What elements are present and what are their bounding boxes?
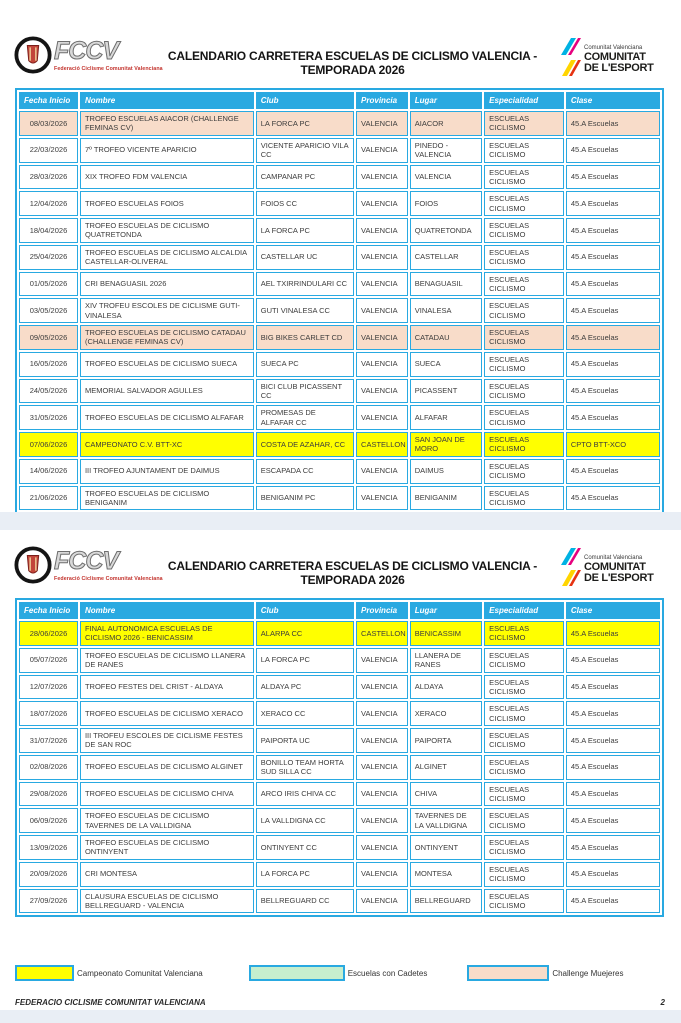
col-header-nombre: Nombre: [80, 92, 254, 109]
cell-especialidad: ESCUELAS CICLISMO: [484, 835, 564, 860]
cell-especialidad: ESCUELAS CICLISMO: [484, 325, 564, 350]
cell-especialidad: ESCUELAS CICLISMO: [484, 191, 564, 216]
table-row: [19, 486, 660, 511]
cell-club: LA FORCA PC: [256, 648, 354, 673]
cell-fecha-inicio: 05/07/2026: [19, 648, 78, 673]
page-number: 2: [660, 998, 665, 1008]
cell-clase: 45.A Escuelas: [566, 298, 660, 323]
cell-club: BIG BIKES CARLET CD: [256, 325, 354, 350]
cell-fecha-inicio: 27/09/2026: [19, 889, 78, 914]
legend-swatch-cadetes: [249, 965, 345, 981]
fccv-subtitle: Federació Ciclisme Comunitat Valenciana: [54, 575, 163, 582]
cell-fecha-inicio: 16/05/2026: [19, 352, 78, 377]
col-header-club: Club: [256, 92, 354, 109]
cell-provincia: VALENCIA: [356, 835, 408, 860]
legend-label-cadetes: Escuelas con Cadetes: [347, 968, 428, 978]
cell-nombre: TROFEO ESCUELAS DE CICLISMO BENIGANIM: [80, 486, 254, 511]
cell-nombre: TROFEO ESCUELAS DE CICLISMO ALGINET: [80, 755, 254, 780]
cell-especialidad: ESCUELAS CICLISMO: [484, 782, 564, 807]
cell-clase: 45.A Escuelas: [566, 889, 660, 914]
table-row: [19, 298, 660, 323]
cell-club: BICI CLUB PICASSENT CC: [256, 379, 354, 404]
cve-region-label: Comunitat Valenciana: [584, 554, 643, 561]
table-row: [19, 218, 660, 243]
cell-lugar: PAIPORTA: [410, 728, 482, 753]
cell-clase: 45.A Escuelas: [566, 165, 660, 190]
cell-fecha-inicio: 31/07/2026: [19, 728, 78, 753]
cell-fecha-inicio: 28/03/2026: [19, 165, 78, 190]
cell-especialidad: ESCUELAS CICLISMO: [484, 701, 564, 726]
col-header-provincia: Provincia: [356, 92, 408, 109]
cell-provincia: VALENCIA: [356, 648, 408, 673]
table-row: [19, 835, 660, 860]
cell-clase: 45.A Escuelas: [566, 191, 660, 216]
comunitat-esport-logo: [559, 38, 671, 80]
cell-clase: 45.A Escuelas: [566, 405, 660, 430]
cell-provincia: VALENCIA: [356, 486, 408, 511]
cell-fecha-inicio: 08/03/2026: [19, 111, 78, 136]
cell-fecha-inicio: 31/05/2026: [19, 405, 78, 430]
table-row: [19, 272, 660, 297]
cell-lugar: CHIVA: [410, 782, 482, 807]
cve-region-label: Comunitat Valenciana: [584, 44, 643, 51]
cell-fecha-inicio: 06/09/2026: [19, 808, 78, 833]
cell-provincia: VALENCIA: [356, 675, 408, 700]
cell-especialidad: ESCUELAS CICLISMO: [484, 621, 564, 646]
cell-lugar: VINALESA: [410, 298, 482, 323]
cell-nombre: TROFEO ESCUELAS DE CICLISMO ALCALDIA CASTELLAR-OLIVERAL: [80, 245, 254, 270]
cell-clase: 45.A Escuelas: [566, 459, 660, 484]
cell-lugar: SUECA: [410, 352, 482, 377]
cell-club: ARCO IRIS CHIVA CC: [256, 782, 354, 807]
table-row: [19, 432, 660, 457]
cell-fecha-inicio: 18/04/2026: [19, 218, 78, 243]
col-header-clase: Clase: [566, 602, 660, 619]
cell-especialidad: ESCUELAS CICLISMO: [484, 432, 564, 457]
cell-nombre: TROFEO ESCUELAS DE CICLISMO TAVERNES DE LA VALLDIGNA: [80, 808, 254, 833]
cell-lugar: TAVERNES DE LA VALLDIGNA: [410, 808, 482, 833]
cell-lugar: ONTINYENT: [410, 835, 482, 860]
table-row: [19, 808, 660, 833]
cell-especialidad: ESCUELAS CICLISMO: [484, 138, 564, 163]
cell-especialidad: ESCUELAS CICLISMO: [484, 675, 564, 700]
cell-clase: 45.A Escuelas: [566, 138, 660, 163]
page-header: [0, 530, 681, 590]
cell-nombre: TROFEO FESTES DEL CRIST - ALDAYA: [80, 675, 254, 700]
legend-label-challenge: Challenge Muejeres: [552, 968, 624, 978]
cell-lugar: PINEDO - VALENCIA: [410, 138, 482, 163]
page-header: [0, 0, 681, 80]
cell-provincia: CASTELLON: [356, 432, 408, 457]
cell-provincia: VALENCIA: [356, 459, 408, 484]
cell-nombre: TROFEO ESCUELAS DE CICLISMO ONTINYENT: [80, 835, 254, 860]
cell-provincia: VALENCIA: [356, 191, 408, 216]
cell-provincia: VALENCIA: [356, 701, 408, 726]
cell-especialidad: ESCUELAS CICLISMO: [484, 379, 564, 404]
table-row: [19, 138, 660, 163]
table-row: [19, 352, 660, 377]
footer-text: FEDERACIO CICLISME COMUNITAT VALENCIANA: [15, 998, 206, 1008]
cell-lugar: BENICASSIM: [410, 621, 482, 646]
cell-lugar: LLANERA DE RANES: [410, 648, 482, 673]
calendar-table-page-1: [15, 88, 664, 512]
cell-club: BONILLO TEAM HORTA SUD SILLA CC: [256, 755, 354, 780]
fccv-logo: [14, 36, 163, 74]
cell-provincia: VALENCIA: [356, 782, 408, 807]
col-header-fecha-inicio: Fecha Inicio: [19, 602, 78, 619]
table-row: [19, 165, 660, 190]
table-row: [19, 889, 660, 914]
cell-lugar: PICASSENT: [410, 379, 482, 404]
table-header-row: [19, 602, 660, 619]
cell-fecha-inicio: 02/08/2026: [19, 755, 78, 780]
cell-club: PAIPORTA UC: [256, 728, 354, 753]
table-row: [19, 459, 660, 484]
cell-clase: 45.A Escuelas: [566, 728, 660, 753]
legend-swatch-challenge: [467, 965, 549, 981]
fccv-emblem-icon: [14, 546, 52, 584]
cell-lugar: AIACOR: [410, 111, 482, 136]
cell-nombre: XIX TROFEO FDM VALENCIA: [80, 165, 254, 190]
cell-fecha-inicio: 21/06/2026: [19, 486, 78, 511]
cell-club: AEL TXIRRINDULARI CC: [256, 272, 354, 297]
cell-nombre: CRI BENAGUASIL 2026: [80, 272, 254, 297]
cell-especialidad: ESCUELAS CICLISMO: [484, 755, 564, 780]
cell-lugar: ALFAFAR: [410, 405, 482, 430]
cve-name-line2: DE L'ESPORT: [584, 61, 654, 74]
cell-fecha-inicio: 20/09/2026: [19, 862, 78, 887]
cell-nombre: CRI MONTESA: [80, 862, 254, 887]
table-row: [19, 648, 660, 673]
cell-fecha-inicio: 25/04/2026: [19, 245, 78, 270]
cell-provincia: VALENCIA: [356, 862, 408, 887]
cell-especialidad: ESCUELAS CICLISMO: [484, 272, 564, 297]
cell-lugar: QUATRETONDA: [410, 218, 482, 243]
cell-provincia: VALENCIA: [356, 245, 408, 270]
cell-provincia: VALENCIA: [356, 218, 408, 243]
cell-provincia: VALENCIA: [356, 405, 408, 430]
cell-lugar: BENAGUASIL: [410, 272, 482, 297]
cell-club: SUECA PC: [256, 352, 354, 377]
cell-clase: 45.A Escuelas: [566, 379, 660, 404]
cell-fecha-inicio: 07/06/2026: [19, 432, 78, 457]
cell-lugar: SAN JOAN DE MORO: [410, 432, 482, 457]
cell-clase: 45.A Escuelas: [566, 245, 660, 270]
cell-nombre: CAMPEONATO C.V. BTT-XC: [80, 432, 254, 457]
cell-lugar: BENIGANIM: [410, 486, 482, 511]
table-row: [19, 728, 660, 753]
cell-club: ONTINYENT CC: [256, 835, 354, 860]
col-header-clase: Clase: [566, 92, 660, 109]
calendar-table-page-2: [15, 598, 664, 917]
cell-provincia: VALENCIA: [356, 808, 408, 833]
cell-club: PROMESAS DE ALFAFAR CC: [256, 405, 354, 430]
col-header-lugar: Lugar: [410, 92, 482, 109]
fccv-text: [54, 36, 163, 72]
cell-nombre: III TROFEO AJUNTAMENT DE DAIMUS: [80, 459, 254, 484]
cell-fecha-inicio: 12/04/2026: [19, 191, 78, 216]
cell-especialidad: ESCUELAS CICLISMO: [484, 218, 564, 243]
cell-clase: 45.A Escuelas: [566, 755, 660, 780]
cell-provincia: VALENCIA: [356, 352, 408, 377]
cell-lugar: ALDAYA: [410, 675, 482, 700]
cell-especialidad: ESCUELAS CICLISMO: [484, 405, 564, 430]
cell-clase: 45.A Escuelas: [566, 325, 660, 350]
col-header-nombre: Nombre: [80, 602, 254, 619]
table-row: [19, 191, 660, 216]
cell-club: VICENTE APARICIO VILA CC: [256, 138, 354, 163]
cell-nombre: TROFEO ESCUELAS DE CICLISMO LLANERA DE RANES: [80, 648, 254, 673]
cell-especialidad: ESCUELAS CICLISMO: [484, 352, 564, 377]
cell-nombre: XIV TROFEU ESCOLES DE CICLISME GUTI-VINALESA: [80, 298, 254, 323]
document-title: CALENDARIO CARRETERA ESCUELAS DE CICLISMO VALENCIA - TEMPORADA 2026: [167, 559, 538, 587]
cell-nombre: TROFEO ESCUELAS DE CICLISMO CHIVA: [80, 782, 254, 807]
legend: [15, 965, 666, 981]
cell-clase: 45.A Escuelas: [566, 648, 660, 673]
cell-clase: 45.A Escuelas: [566, 835, 660, 860]
cell-provincia: VALENCIA: [356, 728, 408, 753]
cell-especialidad: ESCUELAS CICLISMO: [484, 111, 564, 136]
cell-provincia: VALENCIA: [356, 755, 408, 780]
cell-nombre: FINAL AUTONOMICA ESCUELAS DE CICLISMO 2026 - BENICASSIM: [80, 621, 254, 646]
cell-provincia: VALENCIA: [356, 272, 408, 297]
legend-swatch-campeonato: [15, 965, 74, 981]
comunitat-esport-slash-icon: [559, 548, 581, 590]
fccv-subtitle: Federació Ciclisme Comunitat Valenciana: [54, 65, 163, 72]
table-row: [19, 862, 660, 887]
cell-fecha-inicio: 13/09/2026: [19, 835, 78, 860]
cell-provincia: VALENCIA: [356, 165, 408, 190]
cell-provincia: VALENCIA: [356, 889, 408, 914]
cell-nombre: TROFEO ESCUELAS DE CICLISMO SUECA: [80, 352, 254, 377]
table-row: [19, 245, 660, 270]
cell-especialidad: ESCUELAS CICLISMO: [484, 728, 564, 753]
table-body: [19, 621, 660, 913]
cell-provincia: VALENCIA: [356, 298, 408, 323]
table-row: [19, 701, 660, 726]
cell-especialidad: ESCUELAS CICLISMO: [484, 459, 564, 484]
cell-club: ALDAYA PC: [256, 675, 354, 700]
cell-nombre: CLAUSURA ESCUELAS DE CICLISMO BELLREGUARD - VALENCIA: [80, 889, 254, 914]
cell-especialidad: ESCUELAS CICLISMO: [484, 486, 564, 511]
cell-especialidad: ESCUELAS CICLISMO: [484, 165, 564, 190]
cell-fecha-inicio: 22/03/2026: [19, 138, 78, 163]
cell-club: ALARPA CC: [256, 621, 354, 646]
cve-name-line2: DE L'ESPORT: [584, 571, 654, 584]
cell-lugar: ALGINET: [410, 755, 482, 780]
table-row: [19, 405, 660, 430]
cell-lugar: CASTELLAR: [410, 245, 482, 270]
cell-lugar: FOIOS: [410, 191, 482, 216]
cell-club: CASTELLAR UC: [256, 245, 354, 270]
cell-lugar: BELLREGUARD: [410, 889, 482, 914]
fccv-emblem-icon: [14, 36, 52, 74]
table-row: [19, 621, 660, 646]
cell-nombre: 7º TROFEO VICENTE APARICIO: [80, 138, 254, 163]
cell-clase: 45.A Escuelas: [566, 352, 660, 377]
cell-clase: 45.A Escuelas: [566, 782, 660, 807]
cell-nombre: TROFEO ESCUELAS DE CICLISMO CATADAU (CHALLENGE FEMINAS CV): [80, 325, 254, 350]
comunitat-esport-text: [584, 555, 654, 584]
cell-fecha-inicio: 03/05/2026: [19, 298, 78, 323]
cell-clase: 45.A Escuelas: [566, 675, 660, 700]
cell-fecha-inicio: 14/06/2026: [19, 459, 78, 484]
cell-clase: 45.A Escuelas: [566, 486, 660, 511]
cell-club: XERACO CC: [256, 701, 354, 726]
page-footer: [15, 998, 665, 1007]
cell-fecha-inicio: 24/05/2026: [19, 379, 78, 404]
col-header-club: Club: [256, 602, 354, 619]
table-row: [19, 782, 660, 807]
cell-clase: 45.A Escuelas: [566, 111, 660, 136]
table-header-row: [19, 92, 660, 109]
cell-fecha-inicio: 01/05/2026: [19, 272, 78, 297]
cell-club: COSTA DE AZAHAR, CC: [256, 432, 354, 457]
cell-club: LA VALLDIGNA CC: [256, 808, 354, 833]
cell-club: LA FORCA PC: [256, 111, 354, 136]
cell-nombre: MEMORIAL SALVADOR AGULLES: [80, 379, 254, 404]
fccv-acronym: FCCV: [54, 546, 119, 575]
legend-label-campeonato: Campeonato Comunitat Valenciana: [77, 968, 203, 978]
cell-club: CAMPANAR PC: [256, 165, 354, 190]
cell-clase: 45.A Escuelas: [566, 808, 660, 833]
cell-especialidad: ESCUELAS CICLISMO: [484, 808, 564, 833]
cell-fecha-inicio: 18/07/2026: [19, 701, 78, 726]
cell-fecha-inicio: 29/08/2026: [19, 782, 78, 807]
comunitat-esport-text: [584, 45, 654, 74]
cell-especialidad: ESCUELAS CICLISMO: [484, 889, 564, 914]
table-row: [19, 325, 660, 350]
cell-provincia: CASTELLON: [356, 621, 408, 646]
cell-especialidad: ESCUELAS CICLISMO: [484, 648, 564, 673]
table-row: [19, 379, 660, 404]
cve-name-line1: COMUNITAT: [584, 560, 646, 573]
page-gap: [0, 512, 681, 530]
cell-lugar: MONTESA: [410, 862, 482, 887]
cell-club: BENIGANIM PC: [256, 486, 354, 511]
cell-especialidad: ESCUELAS CICLISMO: [484, 298, 564, 323]
cell-especialidad: ESCUELAS CICLISMO: [484, 862, 564, 887]
cell-lugar: VALENCIA: [410, 165, 482, 190]
cell-provincia: VALENCIA: [356, 325, 408, 350]
cve-name-line1: COMUNITAT: [584, 50, 646, 63]
page-2: [0, 530, 681, 1010]
fccv-text: [54, 546, 163, 582]
cell-nombre: III TROFEU ESCOLES DE CICLISME FESTES DE SAN ROC: [80, 728, 254, 753]
cell-nombre: TROFEO ESCUELAS DE CICLISMO QUATRETONDA: [80, 218, 254, 243]
table-body: [19, 111, 660, 510]
cell-club: FOIOS CC: [256, 191, 354, 216]
cell-clase: 45.A Escuelas: [566, 862, 660, 887]
cell-fecha-inicio: 12/07/2026: [19, 675, 78, 700]
cell-nombre: TROFEO ESCUELAS FOIOS: [80, 191, 254, 216]
col-header-especialidad: Especialidad: [484, 92, 564, 109]
cell-club: GUTI VINALESA CC: [256, 298, 354, 323]
cell-clase: 45.A Escuelas: [566, 218, 660, 243]
cell-nombre: TROFEO ESCUELAS DE CICLISMO XERACO: [80, 701, 254, 726]
cell-clase: 45.A Escuelas: [566, 621, 660, 646]
cell-club: ESCAPADA CC: [256, 459, 354, 484]
col-header-fecha-inicio: Fecha Inicio: [19, 92, 78, 109]
fccv-acronym: FCCV: [54, 36, 119, 65]
col-header-provincia: Provincia: [356, 602, 408, 619]
cell-club: BELLREGUARD CC: [256, 889, 354, 914]
document-title: CALENDARIO CARRETERA ESCUELAS DE CICLISMO VALENCIA - TEMPORADA 2026: [167, 49, 538, 77]
cell-club: LA FORCA PC: [256, 218, 354, 243]
cell-lugar: XERACO: [410, 701, 482, 726]
cell-nombre: TROFEO ESCUELAS DE CICLISMO ALFAFAR: [80, 405, 254, 430]
cell-fecha-inicio: 28/06/2026: [19, 621, 78, 646]
cell-fecha-inicio: 09/05/2026: [19, 325, 78, 350]
cell-clase: CPTO BTT-XCO: [566, 432, 660, 457]
table-row: [19, 755, 660, 780]
table-row: [19, 675, 660, 700]
cell-lugar: DAIMUS: [410, 459, 482, 484]
cell-club: LA FORCA PC: [256, 862, 354, 887]
col-header-lugar: Lugar: [410, 602, 482, 619]
cell-provincia: VALENCIA: [356, 379, 408, 404]
cell-nombre: TROFEO ESCUELAS AIACOR (CHALLENGE FEMINAS CV): [80, 111, 254, 136]
cell-clase: 45.A Escuelas: [566, 701, 660, 726]
col-header-especialidad: Especialidad: [484, 602, 564, 619]
comunitat-esport-slash-icon: [559, 38, 581, 80]
cell-clase: 45.A Escuelas: [566, 272, 660, 297]
cell-lugar: CATADAU: [410, 325, 482, 350]
cell-provincia: VALENCIA: [356, 111, 408, 136]
fccv-logo: [14, 546, 163, 584]
table-row: [19, 111, 660, 136]
cell-especialidad: ESCUELAS CICLISMO: [484, 245, 564, 270]
comunitat-esport-logo: [559, 548, 671, 590]
cell-provincia: VALENCIA: [356, 138, 408, 163]
